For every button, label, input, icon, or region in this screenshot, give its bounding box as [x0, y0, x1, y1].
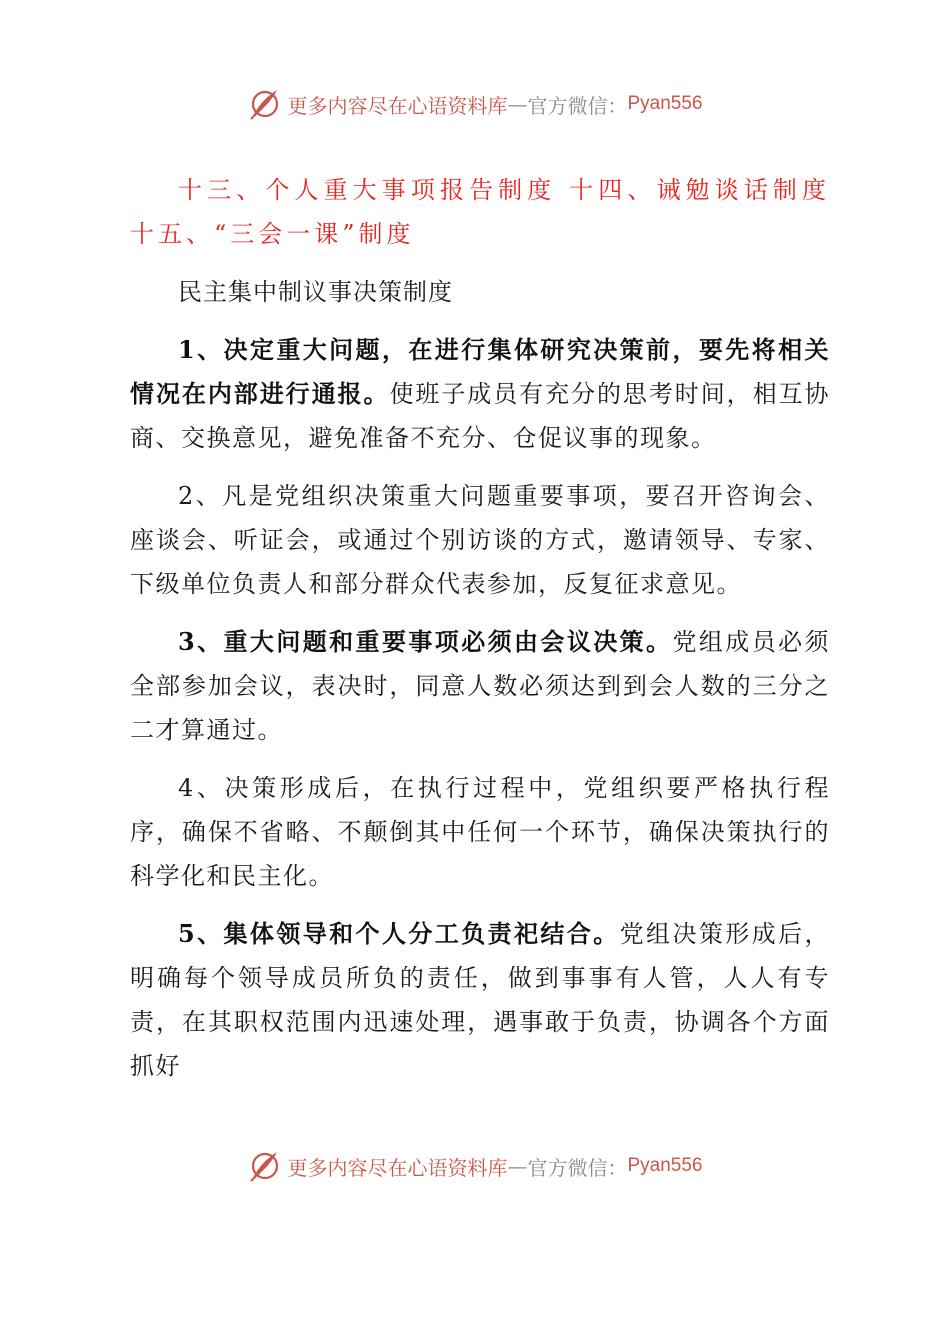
watermark-dash: —	[507, 1154, 528, 1178]
watermark-label: 官方微信：	[527, 1155, 628, 1180]
paragraph-5-text: 党组决策形成后，明确每个领导成员所负的责任，做到事事有人管，人人有专责，在其职权范围内迅速处理，遇事敢于负责，协调各个方面抓好	[130, 920, 830, 1080]
paragraph-1-bold: 1、决定重大问题，在进行集体研究决策前，要先将相关情况在内部进行通报。	[130, 335, 830, 408]
paragraph-1	[130, 328, 830, 460]
paragraph-2	[130, 474, 830, 606]
quill-pen-logo-icon	[247, 1148, 283, 1184]
footer-watermark	[0, 1146, 950, 1186]
paragraph-2-text: 2、凡是党组织决策重大问题重要事项，要召开咨询会、座谈会、听证会，或通过个别访谈的方式，邀请领导、专家、下级单位负责人和部分群众代表参加，反复征求意见。	[130, 482, 830, 598]
document-body	[130, 168, 830, 1088]
paragraph-3-bold: 3、重大问题和重要事项必须由会议决策。	[178, 627, 673, 656]
quill-pen-logo-icon	[247, 86, 283, 122]
paragraph-5	[130, 912, 830, 1088]
paragraph-3-text: 党组成员必须全部参加会议，表决时，同意人数必须达到到会人数的三分之二才算通过。	[130, 628, 831, 744]
paragraph-3	[130, 620, 830, 752]
watermark-dash: —	[507, 92, 528, 116]
watermark-brand: 更多内容尽在心语资料库	[287, 93, 508, 118]
paragraph-4-text: 4、决策形成后，在执行过程中，党组织要严格执行程序，确保不省略、不颠倒其中任何一个环节，确保决策执行的科学化和民主化。	[130, 774, 830, 890]
paragraph-5-bold: 5、集体领导和个人分工负责祀结合。	[178, 919, 620, 948]
paragraph-1-text: 使班子成员有充分的思考时间，相互协商、交换意见，避免准备不充分、仓促议事的现象。	[130, 380, 831, 452]
paragraph-4	[130, 766, 830, 898]
section-heading: 十三、个人重大事项报告制度 十四、诫勉谈话制度十五、“三会一课”制度	[130, 176, 830, 248]
subtitle: 民主集中制议事决策制度	[178, 278, 453, 306]
watermark-label: 官方微信：	[527, 93, 628, 118]
watermark-wechat: Pyan556	[627, 1155, 703, 1176]
watermark-brand: 更多内容尽在心语资料库	[287, 1155, 508, 1180]
watermark-wechat: Pyan556	[627, 93, 703, 114]
header-watermark	[0, 84, 950, 124]
